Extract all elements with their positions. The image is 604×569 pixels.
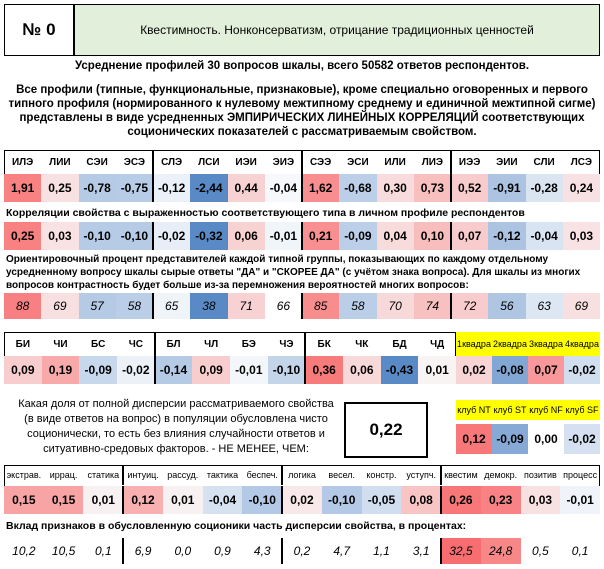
trait-value-cell: -0,10 xyxy=(322,486,362,514)
trait-label: квестим xyxy=(444,470,478,480)
quadra-number: 4 xyxy=(565,339,571,349)
type-profile-cell: -0,75 xyxy=(116,174,153,202)
type-label: ИЛИ xyxy=(384,156,406,168)
type-percent-cell: 72 xyxy=(451,293,488,319)
type-profile-row xyxy=(4,174,600,202)
trait-label: статика xyxy=(87,470,120,480)
type-profile-cell: -0,91 xyxy=(488,174,525,202)
trait-label: констр. xyxy=(366,470,397,480)
trait-label: беспеч. xyxy=(246,470,278,480)
type-profile-cell: -2,44 xyxy=(190,174,227,202)
trait-value-cell: 0,12 xyxy=(123,486,163,514)
club-value-cell: -0,02 xyxy=(564,424,600,454)
type-correlation-cell: -0,04 xyxy=(526,222,563,250)
club-values-row xyxy=(456,424,600,454)
type-percent-cell: 69 xyxy=(563,293,600,319)
type-profile-cell: -0,78 xyxy=(79,174,116,202)
type-label: ЛИИ xyxy=(49,156,71,168)
type-percent-cell: 70 xyxy=(377,293,414,319)
trait-contribution-cell: 0,5 xyxy=(521,538,561,564)
club-labels-row xyxy=(456,400,600,420)
type-label: ЭСЭ xyxy=(123,156,146,168)
function-value-cell: 0,01 xyxy=(418,356,456,384)
type-profile-cell: 0,24 xyxy=(563,174,600,202)
trait-labels-row xyxy=(4,465,600,485)
type-profile-cell: 1,62 xyxy=(302,174,339,202)
type-label: ИЭИ xyxy=(235,156,257,168)
contribution-title: Вклад признаков в обусловленную соционики часть дисперсии свойства, в процентах: xyxy=(6,520,467,532)
club-value-cell: 0,00 xyxy=(528,424,564,454)
trait-value-cell: 0,15 xyxy=(4,486,44,514)
trait-contribution-cell: 24,8 xyxy=(481,538,521,564)
trait-contribution-cell: 1,1 xyxy=(362,538,402,564)
type-label: ЭИИ xyxy=(496,156,518,168)
trait-label: рассуд. xyxy=(167,470,199,480)
type-percent-cell: 85 xyxy=(302,293,339,319)
type-labels-row xyxy=(4,150,600,174)
quadra-label xyxy=(528,332,564,356)
percent-title: Ориентировочный процент представителей каждой типной группы, показывающих по каждому отдельному усредненному вопросу шкалы сырые ответы "ДА" и "СКОРЕЕ ДА" (с учётом знака вопроса). Для шкалы из многих вопросов контрастность будет больше из-за перемножения вероятностей многих вопросов: xyxy=(6,254,581,291)
function-label: БЭ xyxy=(241,338,256,350)
type-percent-cell: 65 xyxy=(153,293,190,319)
trait-contribution-cell: 10,2 xyxy=(4,538,44,564)
type-correlation-row xyxy=(4,222,600,250)
quadra-label xyxy=(564,332,600,356)
function-label: БД xyxy=(392,338,407,350)
type-percent-cell: 66 xyxy=(265,293,302,319)
trait-value-cell: 0,02 xyxy=(282,486,322,514)
trait-value-cell: 0,15 xyxy=(44,486,84,514)
type-profile-cell: -0,68 xyxy=(339,174,376,202)
type-percent-cell: 74 xyxy=(414,293,451,319)
type-percent-cell: 88 xyxy=(4,293,41,319)
quadra-value-cell: 0,02 xyxy=(456,356,492,384)
type-correlation-cell: 0,06 xyxy=(228,222,265,250)
quadra-value-cell: 0,07 xyxy=(528,356,564,384)
type-correlation-cell: 0,03 xyxy=(563,222,600,250)
trait-label: процесс xyxy=(563,470,598,480)
trait-value-cell: 0,03 xyxy=(521,486,561,514)
trait-contribution-cell: 6,9 xyxy=(123,538,163,564)
quadra-value-cell: -0,08 xyxy=(492,356,528,384)
trait-label: иррац. xyxy=(49,470,78,480)
function-label: ЧД xyxy=(430,338,445,350)
trait-value-cell: 0,23 xyxy=(481,486,521,514)
quadra-value-cell: -0,02 xyxy=(564,356,600,384)
quadra-number: 1 xyxy=(457,339,463,349)
type-correlation-cell: 0,21 xyxy=(302,222,339,250)
type-correlation-cell: -0,12 xyxy=(488,222,525,250)
type-label: ЛИЭ xyxy=(421,156,444,168)
function-label: БК xyxy=(317,338,331,350)
trait-contribution-cell: 10,5 xyxy=(44,538,84,564)
type-correlation-cell: 0,25 xyxy=(4,222,41,250)
trait-value-cell: -0,04 xyxy=(203,486,243,514)
type-percent-cell: 57 xyxy=(79,293,116,319)
function-labels-row xyxy=(4,332,456,356)
function-value-cell: -0,09 xyxy=(79,356,117,384)
dispersion-value: 0,22 xyxy=(344,402,428,458)
function-label: ЧЛ xyxy=(204,338,219,350)
trait-contribution-cell: 32,5 xyxy=(441,538,481,564)
quadra-labels-row xyxy=(456,332,600,356)
trait-value-cell: 0,01 xyxy=(83,486,123,514)
type-correlation-cell: -0,10 xyxy=(116,222,153,250)
type-correlation-cell: -0,10 xyxy=(79,222,116,250)
scale-number: № 0 xyxy=(4,4,74,56)
trait-contribution-cell: 4,3 xyxy=(242,538,282,564)
type-percent-cell: 71 xyxy=(228,293,265,319)
type-label: ИЭЭ xyxy=(458,156,481,168)
quadra-values-row xyxy=(456,356,600,384)
type-percent-cell: 56 xyxy=(488,293,525,319)
club-label: клуб ST xyxy=(492,400,528,420)
type-profile-cell: 0,73 xyxy=(414,174,451,202)
type-profile-cell: 0,44 xyxy=(228,174,265,202)
trait-label: позитив xyxy=(523,470,557,480)
type-profile-cell: -0,04 xyxy=(265,174,302,202)
quadra-word: квадра xyxy=(498,339,527,349)
quadra-number: 3 xyxy=(529,339,535,349)
type-label: СЭИ xyxy=(86,156,108,168)
function-label: БИ xyxy=(15,338,31,350)
function-label: БЛ xyxy=(166,338,181,350)
function-value-cell: 0,09 xyxy=(192,356,230,384)
trait-value-cell: 0,01 xyxy=(163,486,203,514)
trait-contribution-cell: 3,1 xyxy=(401,538,441,564)
trait-label: уступч. xyxy=(406,470,437,480)
function-value-cell: -0,01 xyxy=(230,356,268,384)
type-correlation-cell: -0,32 xyxy=(190,222,227,250)
trait-contribution-cell: 0,1 xyxy=(83,538,123,564)
trait-label: экстрав. xyxy=(6,470,42,480)
function-value-cell: 0,06 xyxy=(343,356,381,384)
quadra-word: квадра xyxy=(534,339,563,349)
trait-label: интуиц. xyxy=(127,470,159,480)
type-percent-cell: 38 xyxy=(190,293,227,319)
type-profile-cell: -0,12 xyxy=(153,174,190,202)
type-label: СЭЭ xyxy=(309,156,332,168)
trait-value-cell: -0,01 xyxy=(560,486,600,514)
trait-contribution-cell: 0,9 xyxy=(203,538,243,564)
trait-contribution-cell: 0,2 xyxy=(282,538,322,564)
trait-contribution-cell: 4,7 xyxy=(322,538,362,564)
trait-values-row xyxy=(4,486,600,514)
trait-value-cell: 0,08 xyxy=(401,486,441,514)
club-label: клуб SF xyxy=(564,400,600,420)
function-value-cell: -0,43 xyxy=(381,356,419,384)
trait-label: логика xyxy=(288,470,316,480)
scale-title: Квестимность. Нонконсерватизм, отрицание традиционных ценностей xyxy=(74,4,600,56)
type-correlation-cell: 0,10 xyxy=(414,222,451,250)
function-label: ЧК xyxy=(355,338,369,350)
type-profile-cell: 0,25 xyxy=(41,174,78,202)
club-value-cell: -0,09 xyxy=(492,424,528,454)
quadra-number: 2 xyxy=(493,339,499,349)
type-profile-cell: 1,91 xyxy=(4,174,41,202)
trait-value-cell: 0,26 xyxy=(441,486,481,514)
averaging-note: Усреднение профилей 30 вопросов шкалы, всего 50582 ответов респондентов. xyxy=(74,60,530,72)
function-values-row xyxy=(4,356,456,384)
function-label: ЧИ xyxy=(53,338,68,350)
trait-contribution-cell: 0,0 xyxy=(163,538,203,564)
function-label: ЧЭ xyxy=(279,338,294,350)
type-profile-cell: 0,30 xyxy=(377,174,414,202)
quadra-label xyxy=(492,332,528,356)
type-percent-cell: 69 xyxy=(41,293,78,319)
type-correlation-cell: 0,03 xyxy=(41,222,78,250)
type-label: СЛЭ xyxy=(161,156,183,168)
quadra-word: квадра xyxy=(462,339,491,349)
function-label: БС xyxy=(91,338,106,350)
function-value-cell: 0,09 xyxy=(4,356,42,384)
quadra-word: квадра xyxy=(570,339,599,349)
correlation-title: Корреляции свойства с выраженностью соответствующего типа в личном профиле респондентов xyxy=(6,207,525,219)
type-percent-cell: 58 xyxy=(116,293,153,319)
type-percent-cell: 63 xyxy=(526,293,563,319)
type-correlation-cell: 0,07 xyxy=(451,222,488,250)
type-label: СЛИ xyxy=(533,156,555,168)
type-label: ЛСИ xyxy=(198,156,220,168)
club-value-cell: 0,12 xyxy=(456,424,492,454)
type-percent-row xyxy=(4,293,600,319)
function-value-cell: 0,19 xyxy=(42,356,80,384)
trait-value-cell: -0,05 xyxy=(362,486,402,514)
type-label: ЭСИ xyxy=(347,156,369,168)
quadra-label xyxy=(456,332,492,356)
type-profile-cell: -0,28 xyxy=(526,174,563,202)
club-label: клуб NF xyxy=(528,400,564,420)
function-value-cell: -0,02 xyxy=(117,356,155,384)
description-text: Все профили (типные, функциональные, признаковые), кроме специально оговоренных и первого типного профиля (нормированного к нулевому межтипному среднему и единичной межтипной сигме) представлены в виде усредненных ЭМПИРИЧЕСКИХ ЛИНЕЙНЫХ КОРРЕЛЯЦИЙ соответствующих соционических показателей с рассматриваемым свойством. xyxy=(8,84,596,138)
trait-value-cell: -0,10 xyxy=(242,486,282,514)
function-label: ЧС xyxy=(128,338,143,350)
type-percent-cell: 58 xyxy=(339,293,376,319)
type-profile-cell: 0,52 xyxy=(451,174,488,202)
type-label: ИЛЭ xyxy=(11,156,34,168)
type-label: ЛСЭ xyxy=(570,156,592,168)
type-correlation-cell: -0,09 xyxy=(339,222,376,250)
type-correlation-cell: -0,02 xyxy=(153,222,190,250)
trait-label: демокр. xyxy=(484,470,518,480)
function-value-cell: -0,14 xyxy=(155,356,193,384)
dispersion-question: Какая доля от полной дисперсии рассматриваемого свойства (в виде ответов на вопрос) в популяции обусловлена чисто соционически, то есть без влияния случайности ответов и ситуативно-средовых факторов. - НЕ МЕНЕЕ, ЧЕМ: xyxy=(18,398,334,455)
trait-contribution-cell: 0,1 xyxy=(560,538,600,564)
type-label: ЭИЭ xyxy=(272,156,295,168)
type-correlation-cell: 0,04 xyxy=(377,222,414,250)
type-correlation-cell: -0,01 xyxy=(265,222,302,250)
club-label: клуб NT xyxy=(456,400,492,420)
trait-label: тактика xyxy=(206,470,239,480)
function-value-cell: 0,36 xyxy=(305,356,343,384)
function-value-cell: -0,10 xyxy=(268,356,306,384)
trait-contribution-row xyxy=(4,538,600,564)
trait-label: весел. xyxy=(328,470,356,480)
